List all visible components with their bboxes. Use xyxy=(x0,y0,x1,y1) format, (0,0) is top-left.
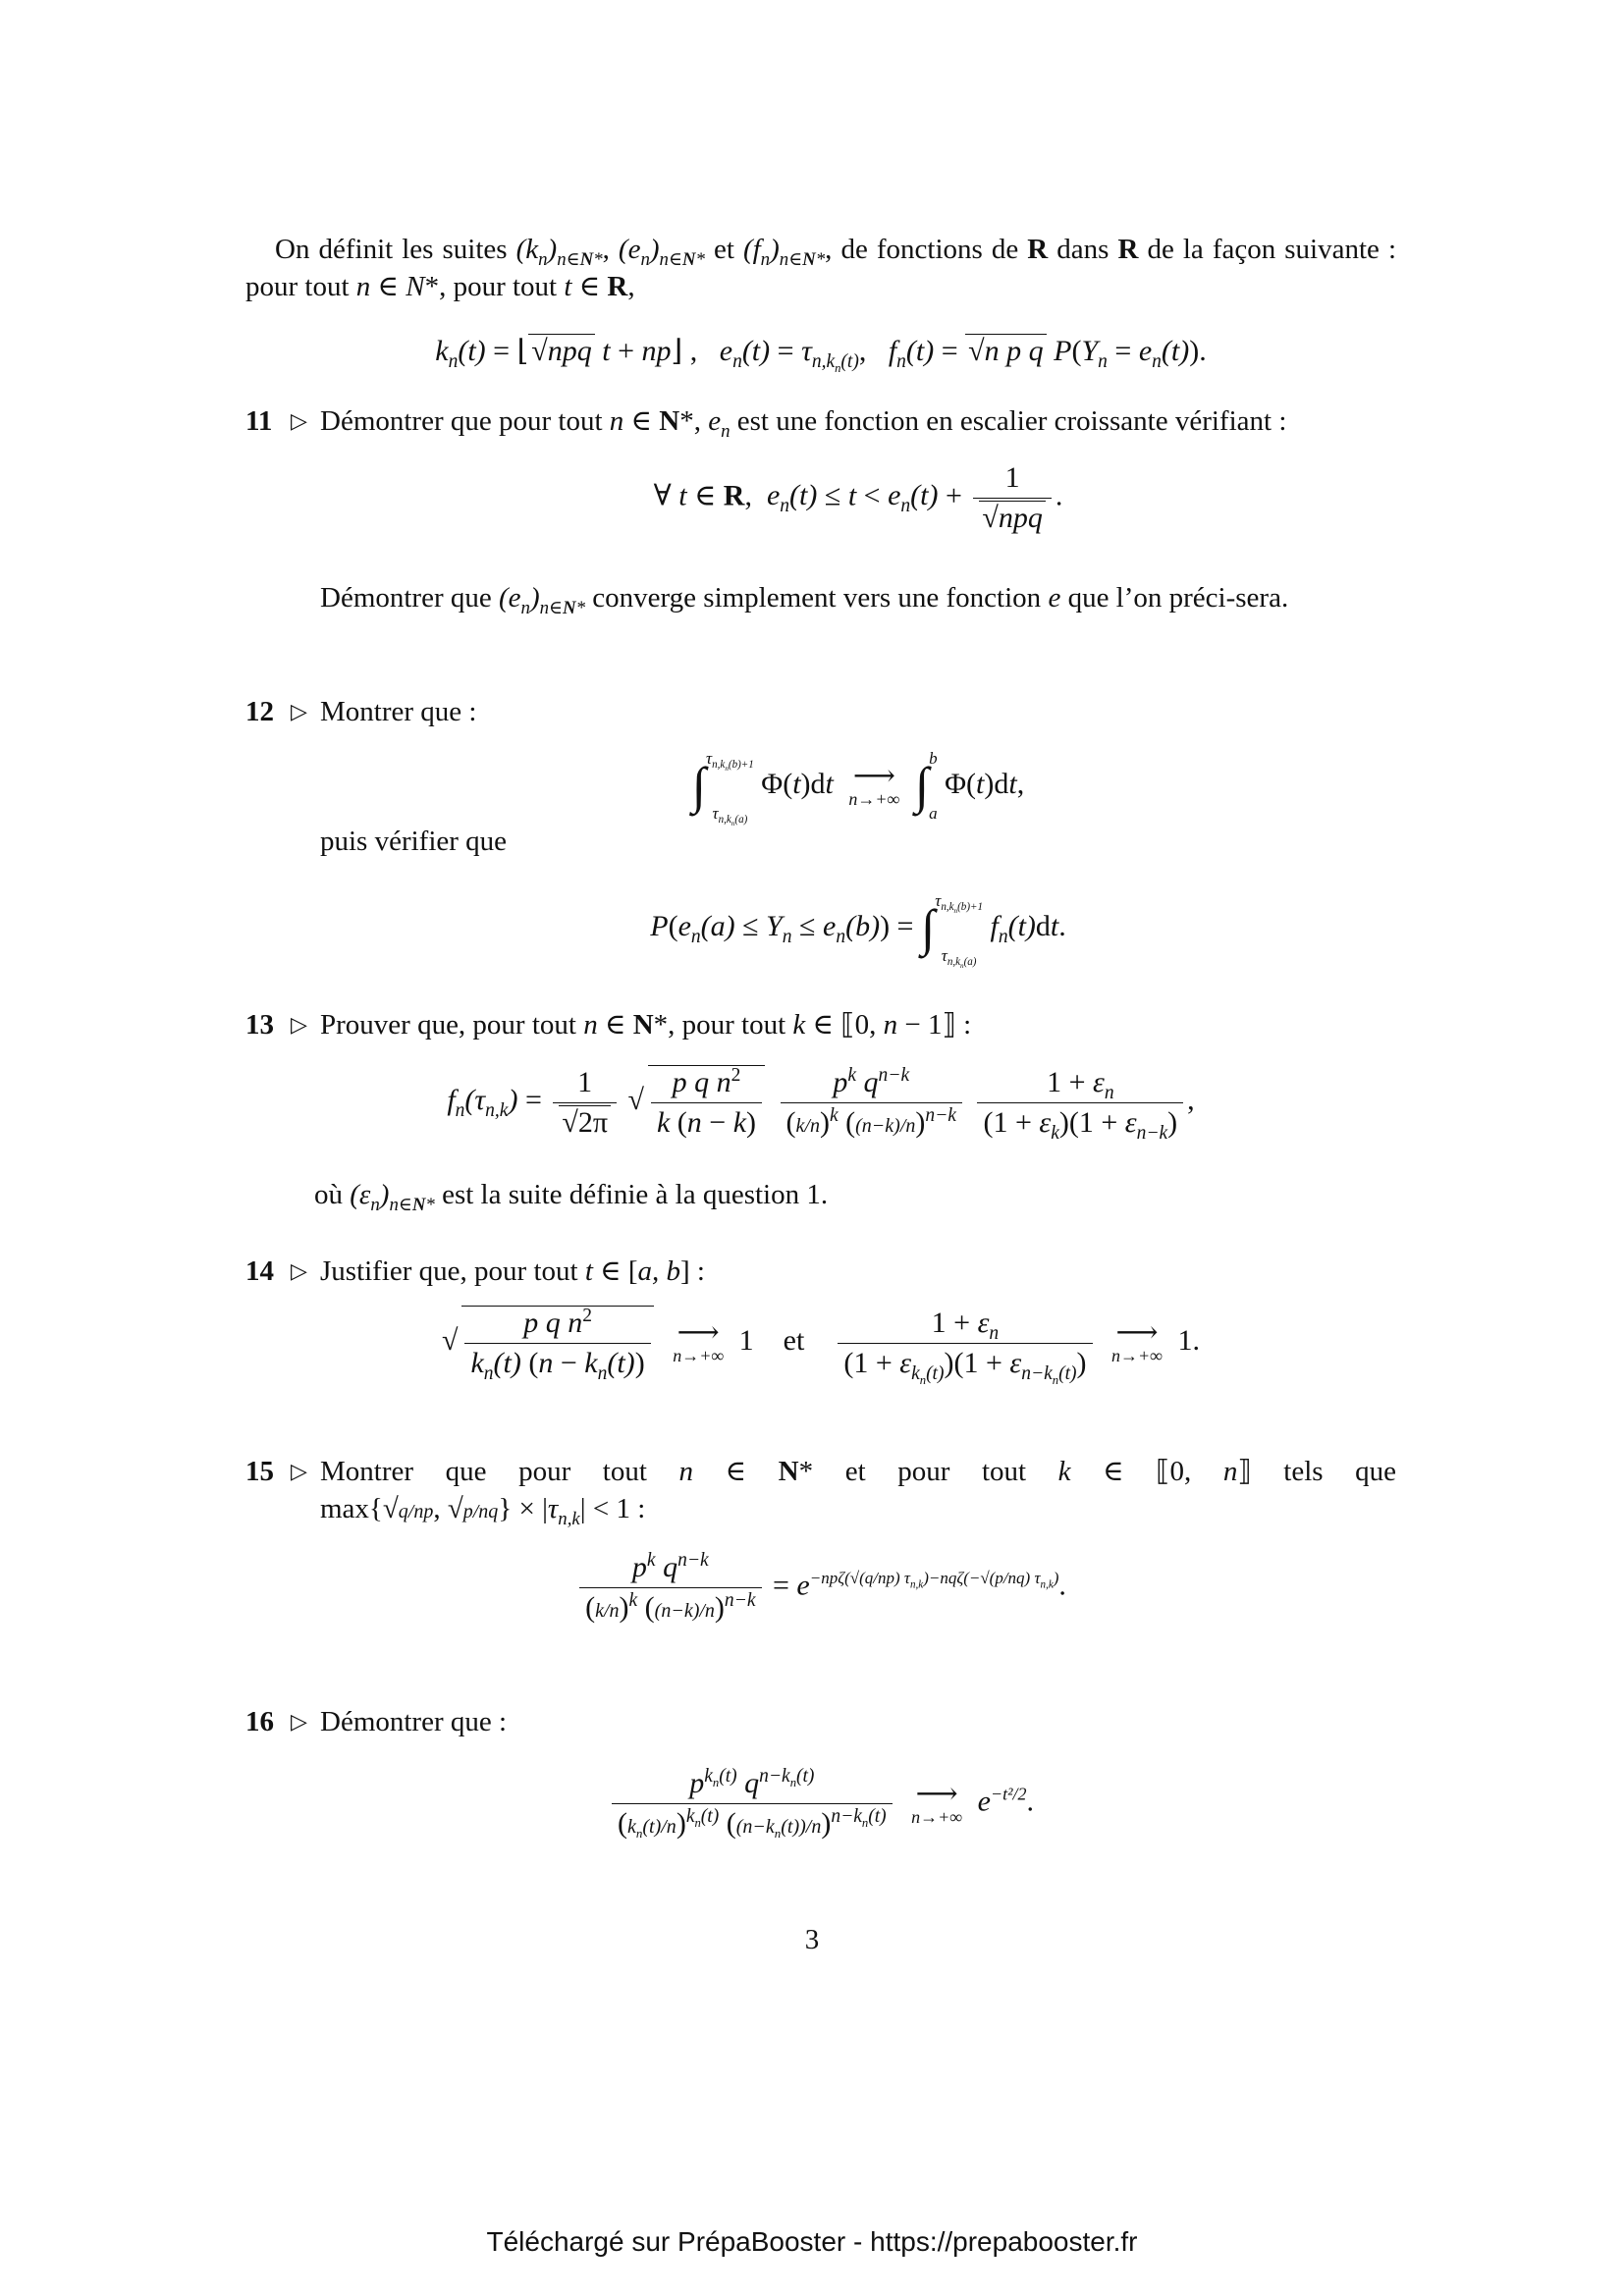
triangle-icon: ▷ xyxy=(291,1459,307,1483)
page: On définit les suites $(k_n)_{n\in N*}$, $(e_n)_{n\in N*}$ et $(f_n)_{n\in N*}$, de fonctions de R dans R de la façon suivante : pour tout n ∈ N*, pour tout t ∈ R, $k_n(t)$ = ⌊ √npq t + np⌋ , $e_n(t) = \tau_{n,k_n(t)}$, $f_n(t) = √n$ p q $P(Y_n = e_n(t))$. 11 ▷ Démontrer que pour tout n ∈ N*, $e_n$ est une fonction en escalier croissante vérifiant : ∀ t ∈ R, $e_n(t) \le t < e_n(t)$ + $\frac{1}{\text{√npq}}$ . Démontrer que $(e_n)_{n\in N*}$ converge simplement vers une fonction e que l’on préci-sera. 12 ▷ Montrer que : $\int\tau_{n,k_n(b)+1}$ $\tau_{n,k_n(a)}$ Φ(t)dt ⟶ n→+∞ ∫b a Φ(t)dt, puis vérifier que $P(e_n(a) \le Y_n \le e_n(b)) = \int\tau_{n,k_n(b)+1}$ $\tau_{n,k_n(a)}$ $f_n(t)dt$. 13 ▷ Prouver que, pour tout n ∈ N*, pour tout k ∈ ⟦0, n − 1⟧ : $f_n(\tau_{n,k})$ = $\frac{1}{√2\pi}$ √ $\frac{p q n^2}{k (n - k)}$ $\frac{p^k q^{n-k}}{(k/n)^k ((n-k)/n)^{n-k}}$ $\frac{1 + \varepsilon_n}{(1 + \varepsilon_k)(1 + \varepsilon_{n-k})}$ , où $(\varepsilon_n)_{n\in N*}$ est la suite définie à la question 1. 14 ▷ Justifier que, pour tout t ∈ [a, b] : √ $\frac{p q n^2}{k_n(t) (n - k_n(t))}$ ⟶ n→+∞ 1 et $\frac{1 + \varepsilon_n}{(1 + \varepsilon_{k_n(t)})(1 + \varepsilon_{n-k_n(t)})}$ ⟶ n→+∞ 1. 15 ▷ Montrer que pour tout n ∈ N* et pour tout k ∈ ⟦0, n⟧ tels que max{√q/np, $√p/nq\} \times |\tau_{n,k}| < 1$ : $\frac{p^k q^{n-k}}{(k/n)^k ((n-k)/n)^{n-k}}$ = $e^{-np\zeta(√(q/np) \tau_{n,k})-nq\zeta(-√(p/nq) \tau_{n,k})}$. 16 ▷ Démontrer que : $\frac{p^{k_n(t)} q^{n-k_n(t)}}{(k_n(t)/n)^{k_n(t)} ((n-k_n(t))/n)^{n-k_n(t)}}$ ⟶ n→+∞ $e^{-t^2/2}$. 3 Téléchargé sur PrépaBooster - https://prepabooster.fr xyxy=(0,0,1624,2296)
question-11-follow: Démontrer que $(e_n)_{n\in N*}$ converge simplement vers une fonction e que l’on préci-sera. xyxy=(320,582,1289,618)
triangle-icon: ▷ xyxy=(291,408,307,433)
question-number: 16 xyxy=(245,1706,274,1737)
triangle-icon: ▷ xyxy=(291,699,307,723)
triangle-icon: ▷ xyxy=(291,1709,307,1734)
intro-definitions: $k_n(t)$ = ⌊ √npq t + np⌋ , $e_n(t) = \tau_{n,k_n(t)}$, $f_n(t) = √n$ p q $P(Y_n = e_n(t))$. xyxy=(435,335,1207,375)
question-12-follow: puis vérifier que xyxy=(320,826,508,857)
question-text: Prouver que, pour tout n ∈ N*, pour tout k ∈ ⟦0, n − 1⟧ : xyxy=(320,1009,972,1041)
footer-link[interactable]: Téléchargé sur PrépaBooster - https://prepabooster.fr xyxy=(486,2226,1138,2257)
question-12-formula: $\int\tau_{n,k_n(b)+1}$ $\tau_{n,k_n(a)}$ Φ(t)dt ⟶ n→+∞ ∫b a Φ(t)dt, xyxy=(691,749,1025,828)
triangle-icon: ▷ xyxy=(291,1012,307,1037)
question-number: 14 xyxy=(245,1255,274,1287)
intro-paragraph: On définit les suites $(k_n)_{n\in N*}$, $(e_n)_{n\in N*}$ et $(f_n)_{n\in N*}$, de fonctions de R dans R de la façon suivante : pour tout n ∈ N*, pour tout t ∈ R, xyxy=(245,234,1397,302)
question-number: 12 xyxy=(245,696,274,727)
question-number: 11 xyxy=(245,405,273,437)
question-11-formula: ∀ t ∈ R, $e_n(t) \le t < e_n(t)$ + $\frac{1}{\text{√npq}}$ . xyxy=(653,461,1063,534)
question-15-formula: $\frac{p^k q^{n-k}}{(k/n)^k ((n-k)/n)^{n-k}}$ = $e^{-np\zeta(√(q/np) \tau_{n,k})-nq\zeta(-√(p/nq) \tau_{n,k})}$. xyxy=(245,1551,1396,1625)
question-text: Montrer que : xyxy=(320,696,477,727)
question-12-formula-2: $P(e_n(a) \le Y_n \le e_n(b)) = \int\tau_{n,k_n(b)+1}$ $\tau_{n,k_n(a)}$ $f_n(t)dt$. xyxy=(650,891,1066,971)
triangle-icon: ▷ xyxy=(291,1258,307,1283)
question-14-formula: √ $\frac{p q n^2}{k_n(t) (n - k_n(t))}$ ⟶ n→+∞ 1 et $\frac{1 + \varepsilon_n}{(1 + \varepsilon_{k_n(t)})(1 + \varepsilon_{n-k_n(t)})}$ ⟶ n→+∞ 1. xyxy=(441,1306,1200,1387)
question-text: Démontrer que : xyxy=(320,1706,508,1737)
question-text: Justifier que, pour tout t ∈ [a, b] : xyxy=(320,1255,705,1287)
question-number: 15 xyxy=(245,1456,274,1487)
question-16-formula: $\frac{p^{k_n(t)} q^{n-k_n(t)}}{(k_n(t)/n)^{k_n(t)} ((n-k_n(t))/n)^{n-k_n(t)}}$ ⟶ n→+∞ $e^{-t^2/2}$. xyxy=(245,1767,1396,1841)
question-text: Montrer que pour tout n ∈ N* et pour tout k ∈ ⟦0, n⟧ tels que max{√q/np, $√p/nq\} \times |\tau_{n,k}| < 1$ : xyxy=(320,1456,1397,1529)
question-number: 13 xyxy=(245,1009,274,1041)
question-13-formula: $f_n(\tau_{n,k})$ = $\frac{1}{√2\pi}$ √ $\frac{p q n^2}{k (n - k)}$ $\frac{p^k q^{n-k}}{(k/n)^k ((n-k)/n)^{n-k}}$ $\frac{1 + \varepsilon_n}{(1 + \varepsilon_k)(1 + \varepsilon_{n-k})}$ , xyxy=(447,1064,1195,1144)
question-text: Démontrer que pour tout n ∈ N*, $e_n$ est une fonction en escalier croissante vérifiant : xyxy=(320,405,1287,442)
page-number: 3 xyxy=(804,1924,820,1955)
